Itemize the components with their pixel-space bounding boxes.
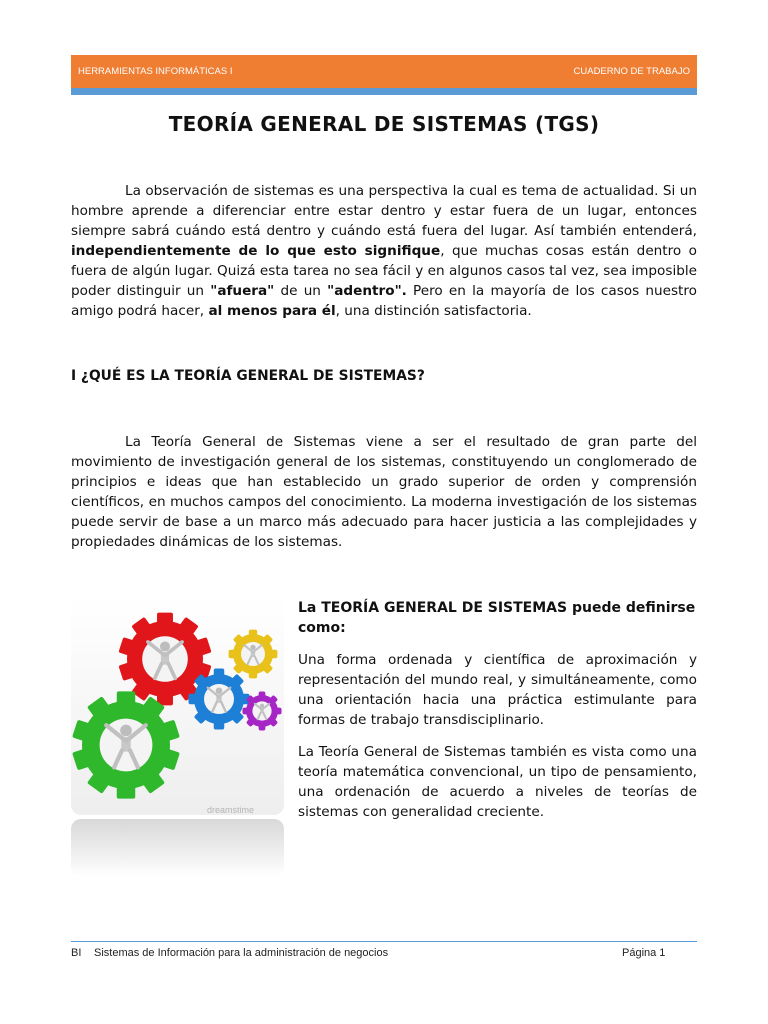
section-paragraph: La Teoría General de Sistemas viene a ser el resultado de gran parte del movimiento de investigación general de los sistemas, constituyendo un conglomerado de principios e ideas que han establecido un grado superior de orden y comprensión científicos, en muchos campos del conocimiento. La moderna investigación de los sistemas puede servir de base a un marco más adecuado para hacer justicia a las complejidades y propiedades dinámicas de los sistemas.	[71, 434, 697, 550]
footer-subject: Sistemas de Información para la administración de negocios	[94, 947, 389, 959]
definition-paragraph-2: La Teoría General de Sistemas también es vista como una teoría matemática convencional, un tipo de pensamiento, una ordenación de acuerdo a niveles de teorías de sistemas con generalidad creciente.	[298, 744, 697, 820]
header-rule	[71, 88, 697, 95]
green-gear	[72, 691, 180, 798]
intro-paragraph: La observación de sistemas es una perspectiva la cual es tema de actualidad. Si un hombre aprende a diferenciar entre estar dentro y estar fuera de un lugar, entonces siempre sabrá cuándo está dentro y cuándo está fuera del lugar. Así también entenderá, independientemente de lo que esto signifique, que muchas cosas están dentro o fuera de algún lugar. Quizá esta tarea no sea fácil y en algunos casos tal vez, sea imposible poder distinguir un "afuera" de un "adentro". Pero en la mayoría de los casos nuestro amigo podrá hacer, al menos para él, una distinción satisfactoria.	[71, 183, 697, 319]
blue-gear	[189, 669, 250, 730]
image-watermark: dreamstime	[207, 805, 255, 815]
section-heading: I ¿QUÉ ES LA TEORÍA GENERAL DE SISTEMAS?	[71, 368, 425, 384]
definition-heading: La TEORÍA GENERAL DE SISTEMAS puede definirse como:	[298, 600, 696, 636]
footer-page-number: Página 1	[622, 947, 666, 959]
header-course: HERRAMIENTAS INFORMÁTICAS I	[78, 66, 233, 77]
footer-code: BI	[71, 947, 82, 959]
purple-gear	[242, 691, 281, 730]
header-notebook: CUADERNO DE TRABAJO	[573, 66, 690, 77]
footer-rule	[71, 941, 697, 942]
yellow-gear	[229, 630, 278, 679]
page-title: TEORÍA GENERAL DE SISTEMAS (TGS)	[168, 112, 600, 136]
definition-paragraph-1: Una forma ordenada y científica de aproximación y representación del mundo real, y simultáneamente, como una orientación hacia una práctica estimulante para formas de trabajo transdisciplinario.	[298, 652, 697, 728]
page-header	[71, 55, 697, 88]
gears-image	[71, 597, 284, 877]
